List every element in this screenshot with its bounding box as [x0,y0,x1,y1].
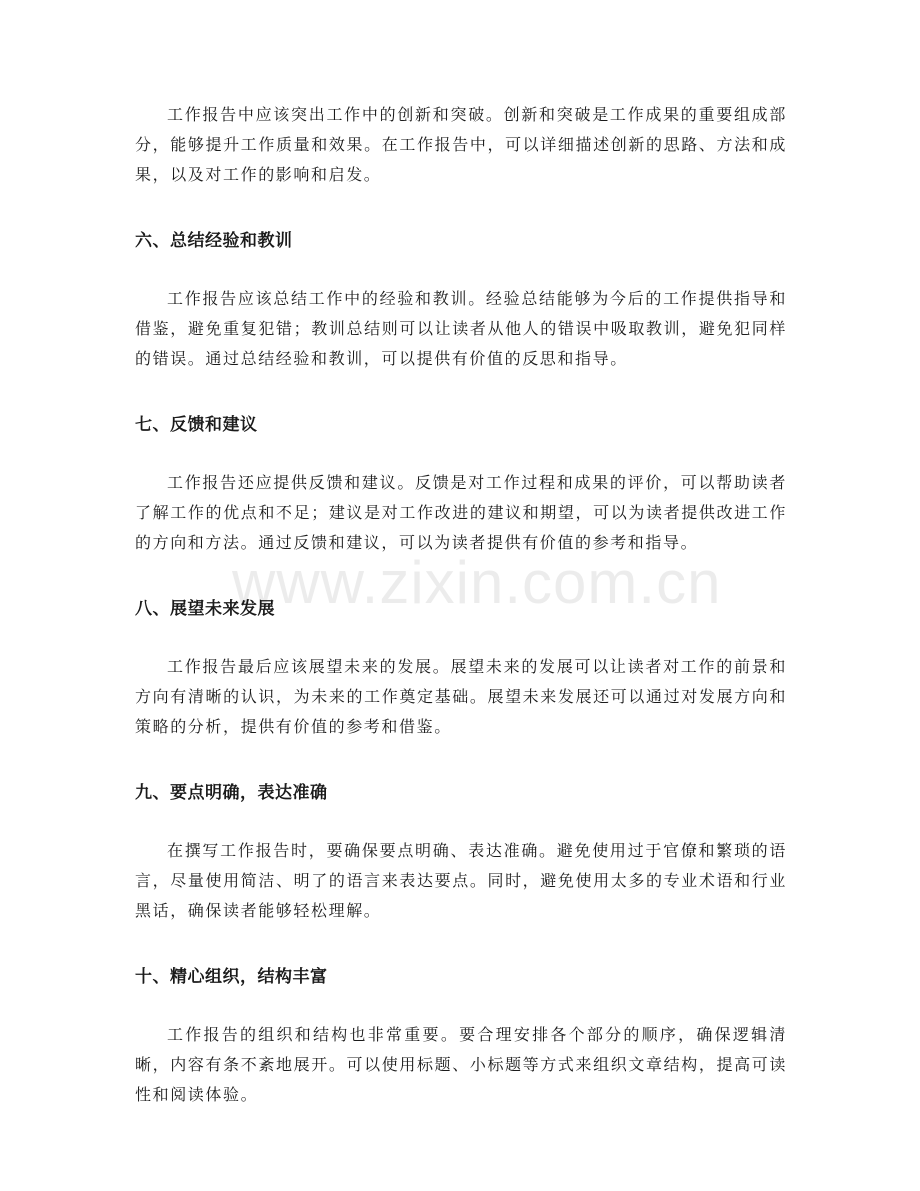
section-paragraph-7: 工作报告还应提供反馈和建议。反馈是对工作过程和成果的评价，可以帮助读者了解工作的优点和不足；建议是对工作改进的建议和期望，可以为读者提供改进工作的方向和方法。通过反馈和建议，可以为读者提供有价值的参考和指导。 [135,473,787,552]
intro-paragraph: 工作报告中应该突出工作中的创新和突破。创新和突破是工作成果的重要组成部分，能够提升工作质量和效果。在工作报告中，可以详细描述创新的思路、方法和成果，以及对工作的影响和启发。 [135,105,787,184]
section-paragraph-9: 在撰写工作报告时，要确保要点明确、表达准确。避免使用过于官僚和繁琐的语言，尽量使用简洁、明了的语言来表达要点。同时，避免使用太多的专业术语和行业黑话，确保读者能够轻松理解。 [135,841,787,920]
section-heading-6: 六、总结经验和教训 [135,231,293,251]
section-heading-9: 九、要点明确，表达准确 [135,783,328,803]
section-paragraph-6: 工作报告应该总结工作中的经验和教训。经验总结能够为今后的工作提供指导和借鉴，避免重复犯错；教训总结则可以让读者从他人的错误中吸取教训，避免犯同样的错误。通过总结经验和教训，可以提供有价值的反思和指导。 [135,289,787,368]
watermark: www.zixin.com.cn [232,549,722,616]
section-paragraph-10: 工作报告的组织和结构也非常重要。要合理安排各个部分的顺序，确保逻辑清晰，内容有条不紊地展开。可以使用标题、小标题等方式来组织文章结构，提高可读性和阅读体验。 [135,1025,787,1104]
section-heading-7: 七、反馈和建议 [135,415,258,435]
document-body [135,100,787,1110]
section-heading-10: 十、精心组织，结构丰富 [135,967,328,987]
section-paragraph-8: 工作报告最后应该展望未来的发展。展望未来的发展可以让读者对工作的前景和方向有清晰的认识，为未来的工作奠定基础。展望未来发展还可以通过对发展方向和策略的分析，提供有价值的参考和借鉴。 [135,657,787,736]
section-heading-8: 八、展望未来发展 [135,599,275,619]
